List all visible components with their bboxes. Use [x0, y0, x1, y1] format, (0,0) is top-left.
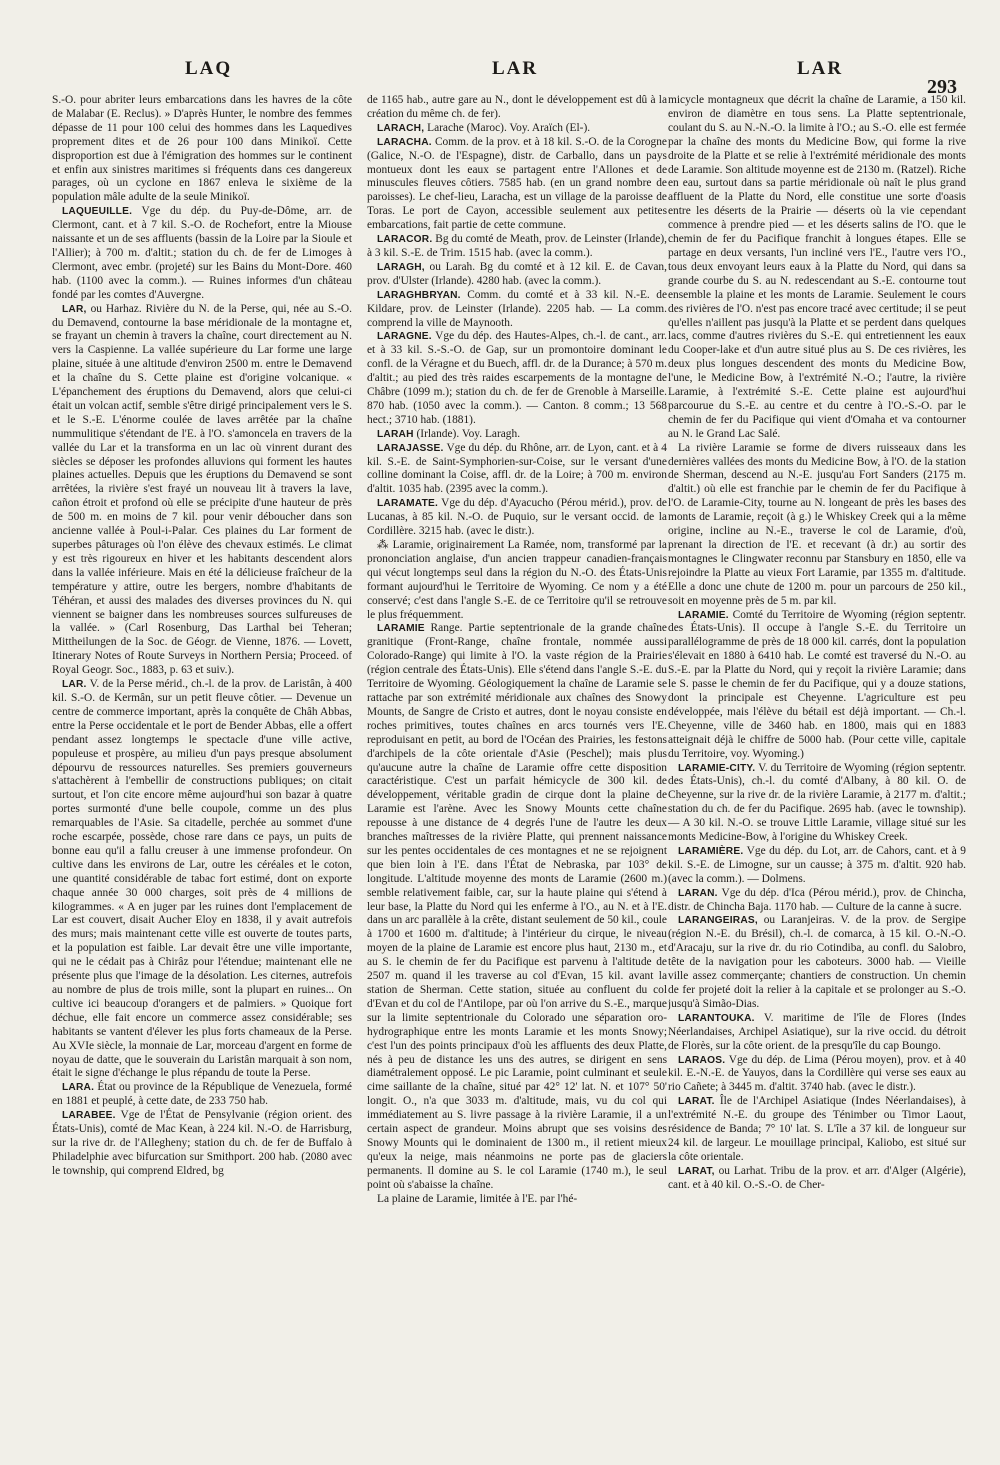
entry-text: Vge du dép. des Hautes-Alpes, ch.-l. de cant., arr. et à 33 kil. S.-S.-O. de Gap, sur un promontoire dominant le confl. de la Véragne et du Buech, affl. dr. de la Durance; à 570 m. d'altit.; au pied des très raides escarpements de la montagne de Châbre (1099 m.); station du ch. de fer de Grenoble à Marseille. 870 hab. (1050 avec la comm.). — Canton. 8 comm.; 13 568 hect.; 3710 hab. (1881). [367, 330, 667, 426]
dictionary-entry [52, 303, 352, 678]
dictionary-entry [367, 136, 667, 233]
dictionary-entry [367, 122, 667, 136]
dictionary-entry [52, 1081, 352, 1109]
entry-text: Vge du dép. du Rhône, arr. de Lyon, cant. et à 4 kil. S.-E. de Saint-Symphorien-sur-Coise, sur le versant d'une colline dominant la Coise, affl. dr. de la Loire; à 700 m. environ d'altit. 1035 hab. (2395 avec la comm.). [367, 441, 667, 496]
entry-text: S.-O. pour abriter leurs embarcations dans les havres de la côte de Malabar (E. Reclus). » D'après Hunter, le nombre des femmes dépasse de 11 pour 100 celui des hommes dans les Laquedives proprement dites et de 26 pour 100 dans Minikoï. Cette disproportion est due à l'émigration des hommes sur le continent et enfin aux sinistres maritimes si fréquents dans ces dangereux parages, où un cyclone en 1867 enleva le sixième de la population mâle adulte de la seule Minikoï. [52, 94, 352, 204]
dictionary-entry [668, 1054, 966, 1096]
running-head-left: LAQ [185, 58, 233, 79]
dictionary-entry [367, 261, 667, 289]
entry-headword: LARAMATE. [377, 498, 439, 510]
entry-headword: LARAGHBRYAN. [377, 289, 461, 301]
entry-headword: LARAJASSE. [377, 442, 444, 454]
entry-paragraph [52, 94, 352, 205]
entry-headword: LARAOS. [678, 1054, 726, 1066]
running-head-center: LAR [492, 58, 539, 79]
entry-headword: LARACH, [377, 122, 425, 134]
entry-text: ou Larhat. Tribu de la prov. et arr. d'Alger (Algérie), cant. et à 40 kil. O.-S.-O. de Cher- [668, 1164, 966, 1191]
text-column-3 [668, 94, 966, 1449]
entry-paragraph [367, 94, 667, 122]
entry-headword: LARAMIE. [678, 609, 729, 621]
dictionary-entry [367, 442, 667, 498]
dictionary-entry [668, 1165, 966, 1193]
dictionary-entry [668, 845, 966, 887]
dictionary-entry [367, 289, 667, 331]
entry-paragraph [668, 94, 966, 442]
entry-text: Vge du dép. d'Ayacucho (Pérou mérid.), prov. de Lucanas, à 85 kil. N.-O. de Puquio, sur le versant occid. de la Cordillère. 3215 hab. (avec le distr.). [367, 497, 667, 538]
page-number: 293 [927, 76, 957, 98]
dictionary-entry [668, 914, 966, 1011]
entry-text: (Irlande). Voy. Laragh. [416, 427, 521, 440]
dictionary-entry [367, 428, 667, 442]
entry-text: Larache (Maroc). Voy. Araïch (El-). [427, 121, 591, 134]
dictionary-entry [52, 205, 352, 302]
dictionary-entry [367, 330, 667, 427]
entry-text: Vge du dép. du Puy-de-Dôme, arr. de Clermont, cant. et à 7 kil. S.-O. de Rochefort, entre la Miouse naissante et un de ses affluents (bassin de la Loire par la Sioule et l'Allier); à 700 m. d'altit.; station du ch. de fer de Limoges à Clermont, avec embr. (projeté) sur les Bains du Mont-Dore. 460 hab. (1100 avec la comm.). — Ruines informes d'un château fondé par les comtes d'Auvergne. [52, 205, 352, 301]
dictionary-entry [52, 1109, 352, 1179]
entry-text: La plaine de Laramie, limitée à l'E. par l'hé- [377, 1192, 578, 1205]
entry-paragraph [668, 442, 966, 609]
entry-text: État ou province de la République de Venezuela, formé en 1881 et peuplé, à cette date, de 233 750 hab. [52, 1081, 352, 1108]
entry-headword: LARAT, [678, 1165, 715, 1177]
entry-text: Bg du comté de Meath, prov. de Leinster (Irlande), à 3 kil. S.-E. de Trim. 1515 hab. (avec la comm.). [367, 233, 667, 259]
entry-text: Vge du dép. d'Ica (Pérou mérid.), prov. de Chincha, distr. de Chincha Baja. 1170 hab. — Culture de la canne à sucre. [668, 886, 966, 913]
entry-headword: LARAN. [678, 887, 718, 899]
entry-text: Vge du dép. du Lot, arr. de Cahors, cant. et à 9 kil. S.-E. de Limogne, sur un causse; à 375 m. d'altit. 920 hab. (avec la comm.). — Dolmens. [668, 844, 966, 885]
entry-text: Vge du dép. de Lima (Pérou moyen), prov. et à 40 kil. E.-N.-E. de Yauyos, dans la Cordillère qui verse ses eaux au rio Cañete; à 3445 m. d'altit. 3740 hab. (avec le distr.). [668, 1053, 966, 1094]
entry-text: ou Laranjeiras. V. de la prov. de Sergipe (région N.-E. du Brésil), ch.-l. de comarca, à 15 kil. O.-N.-O. d'Aracaju, sur la rive dr. du rio Cotindiba, au confl. du Salobro, tête de la navigation pour les caboteurs. 3000 hab. — Vieille ville assez commerçante; chantiers de construction. Un chemin de fer projeté doit la relier à la capitale et se prolonger au S.-O. jusqu'à Simão-Dias. [668, 914, 966, 1010]
entry-headword: LARAT. [678, 1096, 715, 1108]
entry-headword: LARABEE. [62, 1110, 116, 1122]
entry-text: ⁂ Laramie, originairement La Ramée, nom, transformé par la prononciation anglaise, d'un ancien trappeur canadien-français qui vécut longtemps seul dans la région du N.-O. des États-Unis formant aujourd'hui le Territoire de Wyoming. Ce nom y a été conservé; c'est dans l'angle S.-E. de ce Territoire qu'il se retrouve le plus fréquemment. [367, 539, 667, 621]
entry-text: micycle montagneux que décrit la chaîne de Laramie, a 150 kil. environ de diamètre en tous sens. La Platte septentrionale, coulant du S. au N.-N.-O. la limite à l'O.; au S.-O. elle est fermée par la chaîne des monts du Medicine Bow, qui forme la rive droite de la Platte et se relie à l'extrémité méridionale des monts de Laramie. Son altitude moyenne est de 2130 m. (Ratzel). Riche en eau, surtout dans sa partie méridionale où naît le plus grand affluent de la Platte du Nord, elle constitue une sorte d'oasis entre les déserts de la Prairie — déserts où la vie cependant commence à prendre pied — et les déserts salins de l'O. que le chemin de fer du Pacifique franchit à longues étapes. Elle se partage en deux versants, l'un incliné vers l'E., l'autre vers l'O., tous deux envoyant leurs eaux à la Platte du Nord, qui dans sa grande courbe du S. au N. redescendant au S.-E. contourne tout ensemble la plaine et les monts de Laramie. Seulement le cours des rivières de l'O. n'est pas encore tracé avec certitude; il se peut qu'elles n'aillent pas jusqu'à la Platte et se perdent dans quelques lacs, comme d'autres rivières du S.-E. qui entretiennent les eaux du Cooper-lake et d'un autre situé plus au S. De ces rivières, les deux plus longues descendent des monts du Medicine Bow, l'une, le Medicine Bow, à l'extrémité N.-O.; l'autre, la rivière Laramie, à l'extrémité S.-E. Cette plaine est aujourd'hui parcourue du S.-E. au centre et du centre à l'O.-S.-O. par le chemin de fer du Pacifique qui vient d'Omaha et va contourner au N. le Grand Lac Salé. [668, 94, 966, 440]
dictionary-entry [52, 678, 352, 1081]
entry-paragraph [367, 1193, 667, 1207]
entry-text: Île de l'Archipel Asiatique (Indes Néerlandaises), à l'extrémité N.-E. du groupe des Ténimber ou Timor Laout, résidence de Banda; 7° 10' lat. S. L'île a 37 kil. de longueur sur 24 kil. de largeur. Le mouillage principal, Kaliobo, est situé sur la côte orientale. [668, 1095, 966, 1163]
entry-text: La rivière Laramie se forme de divers ruisseaux dans les dernières vallées des monts du Medicine Bow, à l'O. de la station de Sherman, descend au N.-E. jusqu'au Fort Sanders (2175 m. d'altit.) où elle est franchie par le chemin de fer du Pacifique à l'O. de Laramie-City, tourne au N. longeant de près les bases des monts de Laramie, reçoit (à g.) le Whiskey Creek qui a la même origine, incline au N.-E., traverse le col de Laramie, d'où, prenant la direction de l'E. et recevant (à dr.) au sortir des montagnes le Clingwater reconnu par Stansbury en 1850, elle va rejoindre la Platte au vieux Fort Laramie, par 1355 m. d'altitude. Elle a donc une chute de 1200 m. pour un parcours de 250 kil., soit en moyenne près de 5 m. par kil. [668, 441, 966, 607]
entry-text: de 1165 hab., autre gare au N., dont le développement est dû à la création du même ch. de fer). [367, 94, 667, 120]
dictionary-entry [668, 1095, 966, 1165]
dictionary-entry [668, 762, 966, 845]
entry-text: Vge de l'État de Pensylvanie (région orient. des États-Unis), comté de Mac Kean, à 224 kil. N.-O. de Harrisburg, sur la rive dr. de l'Allegheny; station du ch. de fer de Buffalo à Philadelphie avec bifurcation sur Smithport. 200 hab. (2080 avec le township, qui comprend Eldred, bg [52, 1109, 352, 1177]
running-head-right: LAR [797, 58, 844, 79]
dictionary-entry [367, 233, 667, 261]
entry-headword: LARANTOUKA. [678, 1012, 755, 1024]
entry-text: V. maritime de l'île de Flores (Indes Néerlandaises, Archipel Asiatique), sur la rive occid. du détroit de Florès, sur la côte orient. de la presqu'île du cap Boungo. [668, 1011, 966, 1052]
entry-text: Comm. du comté et à 33 kil. N.-E. de Kildare, prov. de Leinster (Irlande). 2205 hab. — La comm. comprend la ville de Maynooth. [367, 288, 667, 329]
text-column-2 [367, 94, 667, 1449]
entry-headword: LAR, [62, 303, 87, 315]
entry-text: ou Larah. Bg du comté et à 12 kil. E. de Cavan, prov. d'Ulster (Irlande). 4280 hab. (avec la comm.). [367, 260, 667, 287]
text-column-1 [52, 94, 352, 1449]
entry-paragraph [367, 539, 667, 622]
entry-headword: LARACOR. [377, 234, 433, 246]
entry-headword: LARAGH, [377, 261, 425, 273]
entry-headword: LARAGNE. [377, 331, 432, 343]
entry-text: ou Harhaz. Rivière du N. de la Perse, qui, née au S.-O. du Demavend, contourne la base méridionale de la montagne et, se frayant un chemin à travers la chaîne, court directement au N. vers la Caspienne. La vallée supérieure du Lar forme une large plaine, située à une altitude d'environ 2500 m. entre le Demavend et la chaîne du S. Cette plaine est d'origine volcanique. « L'épanchement des éruptions du Demavend, alors que celui-ci était un volcan actif, semble s'être dirigé principalement vers le S. et le S.-E. L'énorme coulée de laves arrêtée par la chaîne nummulitique s'étendant de l'E. à l'O. s'amoncela en travers de la vallée du Lar et la transforma en un lac où vinrent durant des siècles se déposer les profondes alluvions qui forment les hautes plaines actuelles. Depuis que les éruptions du Demavend se sont arrêtées, la rivière s'est frayé un nouveau lit à travers la lave, cañon étroit et profond où elle se précipite d'une hauteur de près de 500 m. en moins de 7 kil. pour venir déboucher dans son ancienne vallée à Poul-i-Palar. Ces plaines du Lar forment de superbes pâturages où l'on élève des chevaux estimés. Le climat y est très rigoureux en hiver et les habitants descendent alors dans la vallée inférieure. Mais en été la délicieuse fraîcheur de la température y attire, outre les bergers, nombre d'habitants de Téhéran, et aussi des malades des diverses provinces du N. qui viennent se baigner dans les nombreuses sources sulfureuses de la vallée. » (Carl Rosenburg, Das Larthal bei Teheran; Mittheilungen de la Soc. de Géogr. de Vienne, 1876. — Lovett, Itinerary Notes of Route Surveys in Northern Persia; Proceed. of Royal Geogr. Soc., 1883, p. 63 et suiv.). [52, 302, 352, 677]
entry-text: V. de la Perse mérid., ch.-l. de la prov. de Laristân, à 400 kil. S.-O. de Kermân, sur un petit fleuve côtier. — Devenue un centre de commerce important, après la conquête de Châh Abbas, entre la Perse occidentale et le port de Bender Abbas, elle a offert pendant assez longtemps le spectacle d'une ville active, populeuse et prospère, au milieu d'un pays presque absolument dépourvu de ressources naturelles. Ses premiers gouverneurs s'attachèrent à l'embellir de constructions publiques; on citait surtout, et l'on cite encore même aujourd'hui son bazar à quatre portes surmonté d'une belle coupole, comme un des plus remarquables de l'Asie. Sa citadelle, perchée au sommet d'une roche escarpée, possède, chose rare dans ce pays, un puits de bonne eau qu'il a fallu creuser à une immense profondeur. On cultive dans les environs de Lar, outre les céréales et le coton, une quantité considérable de tabac fort estimé, dont on exporte chaque année 30 000 charges, soit près de 4 millions de kilogrammes. « A en juger par les ruines dont l'emplacement de Lar est couvert, disait Aucher Eloy en 1838, il y avait autrefois des murs; mais maintenant cette ville est ouverte de toutes parts, et la population est faible. Lar devait être une ville importante, qui ne le cédait pas à Chirâz pour l'étendue; maintenant elle ne présente plus que l'image de la désolation. Les citernes, autrefois au nombre de plus de trois mille, sont la plupart en ruines... On cultive ici beaucoup d'orangers et de palmiers. » Quoique fort déchue, elle fait encore un commerce assez considérable; ses habitants se vantent d'élever les plus forts chameaux de la Perse. Au XVIe siècle, la monnaie de Lar, morceau d'argent en forme de noyau de datte, que le souverain du Laristân marquait à son nom, était le signe d'échange le plus répandu de toute la Perse. [52, 678, 352, 1080]
dictionary-entry [367, 622, 667, 1192]
entry-text: Comté du Territoire de Wyoming (région septentr. des États-Unis). Il occupe à l'angle S.-E. du Territoire un parallélogramme de près de 18 000 kil. carrés, dont la population s'élevait en 1880 à 6410 hab. Le comté est traversé du N.-O. au S.-E. par la Platte du Nord, qui y reçoit la rivière Laramie; dans le S. passe le chemin de fer du Pacifique, qui y a douze stations, dont la principale est Cheyenne. L'agriculture est peu développée, mais l'élève du bétail est déjà important. — Ch.-l. Cheyenne, ville de 3460 hab. en 1800, mais qui en 1883 atteignait déjà le chiffre de 5000 hab. (Pour cette ville, capitale du Territoire, voy. Wyoming.) [668, 608, 966, 760]
entry-headword: LARAH [377, 428, 414, 440]
entry-headword: LAQUEUILLE. [62, 206, 133, 218]
entry-headword: LARAMIE [377, 623, 425, 635]
entry-headword: LARA. [62, 1082, 95, 1094]
dictionary-entry [668, 887, 966, 915]
entry-text: Range. Partie septentrionale de la grande chaîne granitique (Front-Range, chaîne frontale, nommée aussi Colorado-Range) qui limite à l'O. la vaste région de la Prairie (région centrale des États-Unis). Elle s'étend dans l'angle S.-E. du Territoire de Wyoming. Géologiquement la chaîne de Laramie se rattache par son extrémité méridionale aux chaînes des Snowy Mounts, de Sangre de Cristo et autres, dont le noyau consiste en roches primitives, toutes chaînes en arcs tournés vers l'E. reproduisant en petit, au bord de l'Océan des Prairies, les festons d'archipels de la côte orientale d'Asie (Peschel); mais plus qu'aucune autre la chaîne de Laramie offre cette disposition caractéristique. C'est un parfait hémicycle de 300 kil. de développement, véritable gradin de cirque dont la plaine de Laramie est l'arène. Avec les Snowy Mounts cette chaîne repousse à une distance de 4 degrés l'une de l'autre les deux branches maîtresses de la rivière Platte, qui prennent naissance sur les pentes occidentales de ces montagnes et ne se rejoignent que bien loin à l'E. dans l'État de Nebraska, par 103° de longitude. L'altitude moyenne des monts de Laramie (2600 m.) semble relativement faible, car, sur la haute plaine qui s'étend à leur base, la Platte du Nord qui les enferme à l'O., au N. et à l'E. dans un arc parallèle à la crête, distant seulement de 50 kil., coule à 1700 et 1600 m. d'altitude; à l'intérieur du cirque, le niveau moyen de la plaine de Laramie est encore plus haut, 2130 m., et au S. le chemin de fer du Pacifique est parvenu à l'altitude de 2507 m. quand il les traverse au col d'Evan, 15 kil. avant la station de Sherman. Cette station, située au confluent du col d'Evan et du col de l'Antilope, par où l'on arrive du S.-E., marque sur la limite septentrionale du Colorado une séparation oro-hydrographique entre les monts Laramie et les monts Snowy; c'est l'un des points principaux d'où les affluents des deux Platte, nés à peu de distance les uns des autres, se dirigent en sens diamétralement opposé. Le pic Laramie, point culminant et seule cime saillante de la chaîne, situé par 42° 12' lat. N. et 107° 50' longit. O., n'a que 3033 m. d'altitude, mais, vu du col qui immédiatement au S. livre passage à la rivière Laramie, il a un certain aspect de grandeur. Moins abrupt que ses voisins des Snowy Mounts qui le dominaient de 1300 m., il retient mieux qu'eux la neige, mais néanmoins ne porte pas de glaciers permanents. Il domine au S. le col Laramie (1740 m.), le seul point où s'abaisse la chaîne. [367, 622, 667, 1191]
entry-text: Comm. de la prov. et à 18 kil. S.-O. de la Corogne (Galice, N.-O. de l'Espagne), distr. de Carballo, dans un pays montueux dont les eaux se partagent entre l'Allones et de minuscules fleuves côtiers. 7585 hab. (en un grand nombre de paroisses). Le chef-lieu, Laracha, est un village de la paroisse de Toras. Le port de Cayon, accessible seulement aux petites embarcations, fait partie de cette commune. [367, 135, 667, 232]
entry-headword: LARACHA. [377, 136, 432, 148]
dictionary-entry [367, 497, 667, 539]
entry-headword: LARAMIÈRE. [678, 845, 744, 857]
entry-text: V. du Territoire de Wyoming (région septentr. des États-Unis), ch.-l. du comté d'Albany, à 80 kil. O. de Cheyenne, sur la rive dr. de la rivière Laramie, à 2177 m. d'altit.; station du ch. de fer du Pacifique. 2695 hab. (avec le township). — A 30 kil. N.-O. se trouve Little Laramie, village situé sur les monts Medicine-Bow, à l'origine du Whiskey Creek. [668, 761, 966, 844]
dictionary-entry [668, 1012, 966, 1054]
entry-headword: LARAMIE-CITY. [678, 762, 756, 774]
dictionary-entry [668, 609, 966, 762]
entry-headword: LARANGEIRAS, [678, 915, 758, 927]
entry-headword: LAR. [62, 679, 87, 691]
